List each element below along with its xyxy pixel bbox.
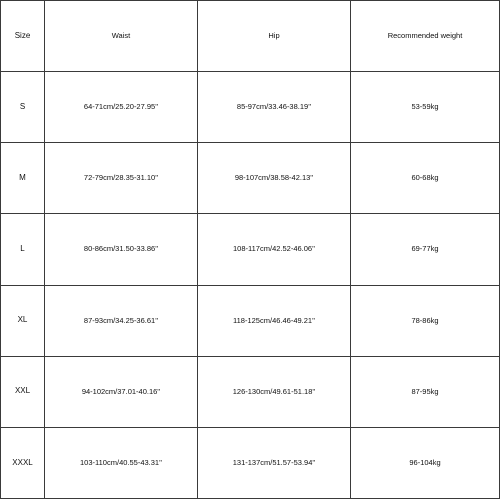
table-row <box>1 356 500 427</box>
table-row <box>1 285 500 356</box>
waist-cell: 80-86cm/31.50-33.86'' <box>45 214 198 285</box>
waist-cell: 64-71cm/25.20-27.95'' <box>45 72 198 143</box>
size-cell: XXL <box>1 356 45 427</box>
weight-cell: 78-86kg <box>351 285 500 356</box>
size-cell: S <box>1 72 45 143</box>
header-recommended-weight: Recommended weight <box>351 1 500 72</box>
weight-cell: 53-59kg <box>351 72 500 143</box>
hip-cell: 85-97cm/33.46-38.19'' <box>198 72 351 143</box>
hip-cell: 131-137cm/51.57-53.94'' <box>198 427 351 498</box>
size-cell: XL <box>1 285 45 356</box>
table-row <box>1 214 500 285</box>
header-waist: Waist <box>45 1 198 72</box>
header-row <box>1 1 500 72</box>
hip-cell: 118-125cm/46.46-49.21'' <box>198 285 351 356</box>
header-hip: Hip <box>198 1 351 72</box>
weight-cell: 60-68kg <box>351 143 500 214</box>
table-row <box>1 427 500 498</box>
table-row <box>1 72 500 143</box>
size-cell: L <box>1 214 45 285</box>
waist-cell: 72-79cm/28.35-31.10'' <box>45 143 198 214</box>
waist-cell: 94-102cm/37.01-40.16'' <box>45 356 198 427</box>
size-cell: M <box>1 143 45 214</box>
hip-cell: 108-117cm/42.52-46.06'' <box>198 214 351 285</box>
size-cell: XXXL <box>1 427 45 498</box>
waist-cell: 87-93cm/34.25-36.61'' <box>45 285 198 356</box>
weight-cell: 87-95kg <box>351 356 500 427</box>
header-size: Size <box>1 1 45 72</box>
weight-cell: 96-104kg <box>351 427 500 498</box>
table-row <box>1 143 500 214</box>
hip-cell: 98-107cm/38.58-42.13'' <box>198 143 351 214</box>
waist-cell: 103-110cm/40.55-43.31'' <box>45 427 198 498</box>
hip-cell: 126-130cm/49.61-51.18'' <box>198 356 351 427</box>
weight-cell: 69-77kg <box>351 214 500 285</box>
